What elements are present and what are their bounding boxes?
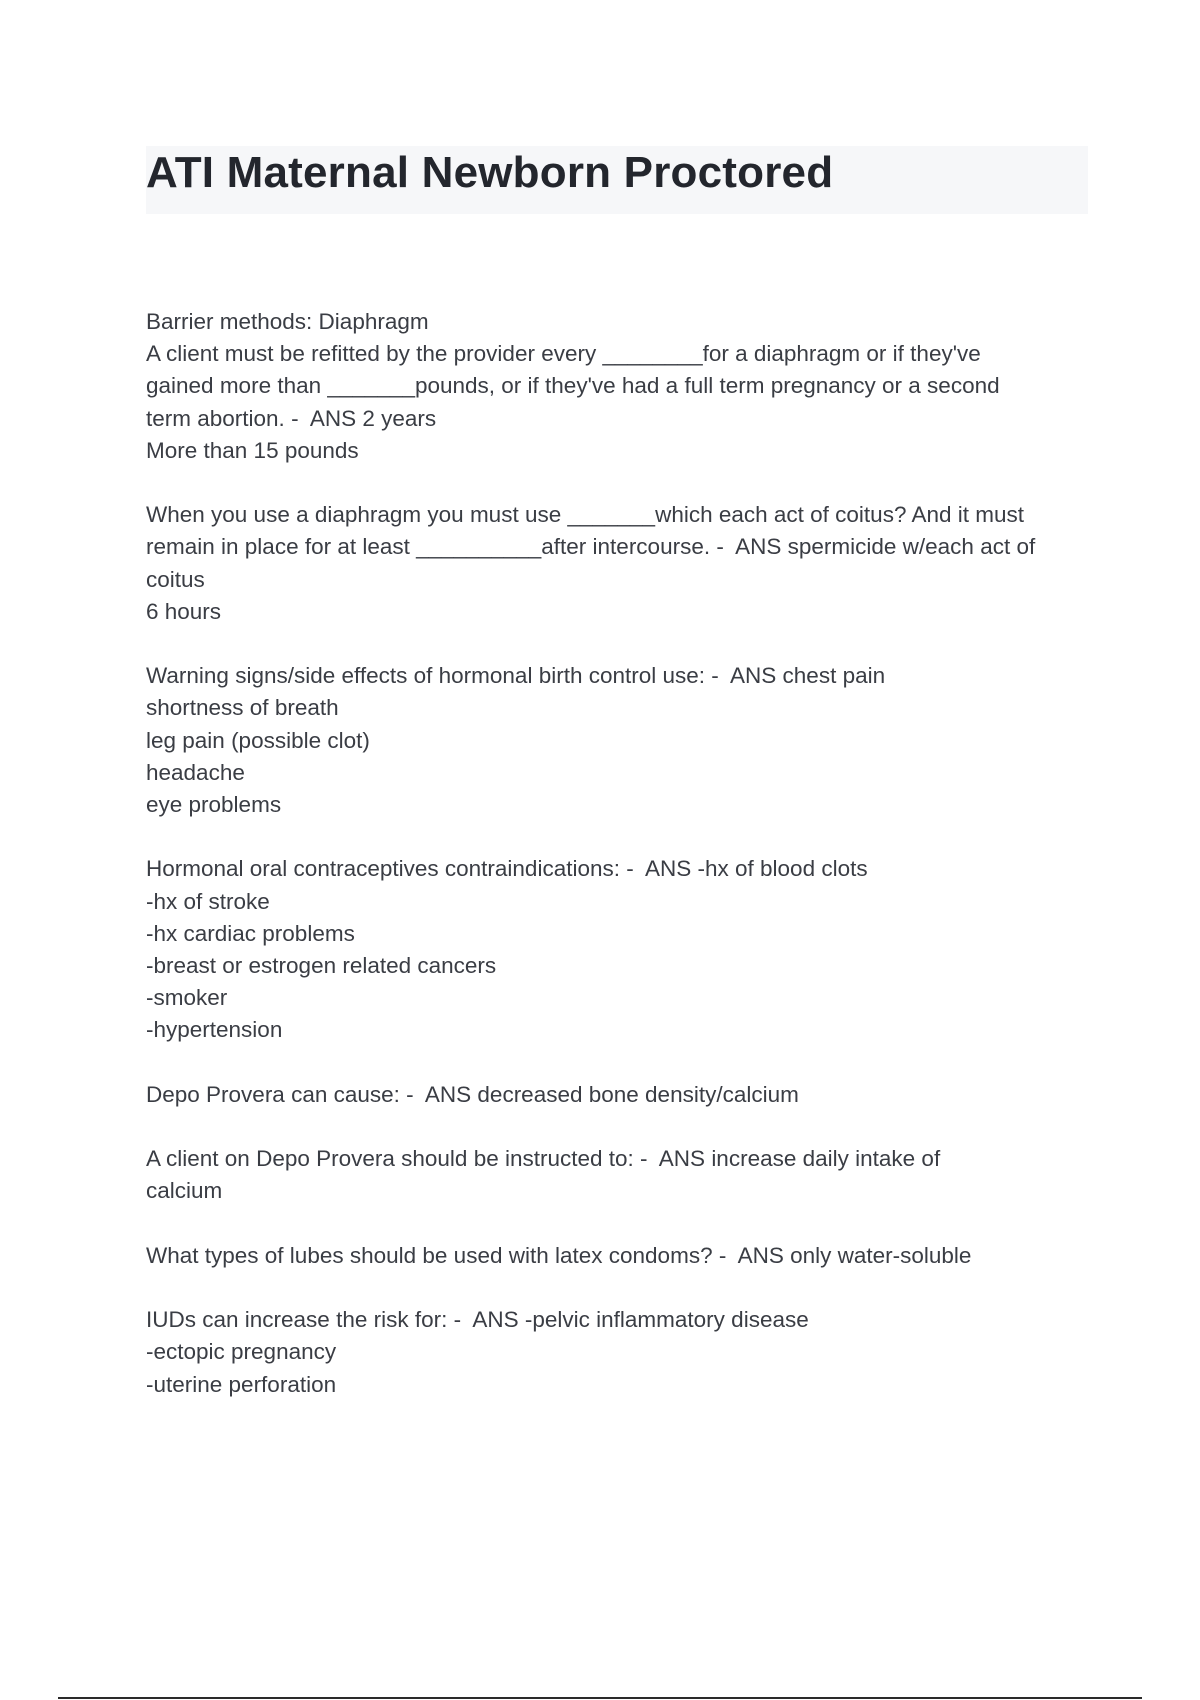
text-line: coitus xyxy=(146,566,205,592)
text-line: What types of lubes should be used with latex condoms? - ANS only water-soluble xyxy=(146,1242,972,1268)
text-line: -hypertension xyxy=(146,1017,283,1043)
text-line: shortness of breath xyxy=(146,695,339,721)
text-line: -hx cardiac problems xyxy=(146,920,355,946)
text-line: leg pain (possible clot) xyxy=(146,727,370,753)
text-line: gained more than _______pounds, or if they've had a full term pregnancy or a second xyxy=(146,373,1000,399)
text-line: -breast or estrogen related cancers xyxy=(146,953,497,979)
text-line: -ectopic pregnancy xyxy=(146,1339,337,1365)
qa-block-diaphragm-use xyxy=(146,499,1086,628)
qa-block-oral-contraindications xyxy=(146,853,1086,1046)
qa-block-iud-risks xyxy=(146,1304,1086,1401)
document-body xyxy=(146,306,1086,1433)
qa-block-condom-lubes xyxy=(146,1240,1086,1272)
text-line: -hx of stroke xyxy=(146,888,270,914)
qa-block-diaphragm-refit xyxy=(146,306,1086,467)
text-line: Barrier methods: Diaphragm xyxy=(146,309,429,334)
qa-block-hormonal-warning-signs xyxy=(146,660,1086,821)
text-line: term abortion. - ANS 2 years xyxy=(146,405,437,431)
qa-block-depo-effects xyxy=(146,1079,1086,1111)
text-line: IUDs can increase the risk for: - ANS -pelvic inflammatory disease xyxy=(146,1307,809,1333)
page-bottom-divider xyxy=(58,1697,1142,1699)
text-line: More than 15 pounds xyxy=(146,437,359,463)
text-line: Warning signs/side effects of hormonal birth control use: - ANS chest pain xyxy=(146,663,886,689)
text-line: -smoker xyxy=(146,985,228,1011)
text-line: 6 hours xyxy=(146,598,222,624)
text-line: eye problems xyxy=(146,792,282,818)
text-line: Hormonal oral contraceptives contraindications: - ANS -hx of blood clots xyxy=(146,856,868,882)
text-line: When you use a diaphragm you must use _______which each act of coitus? And it must xyxy=(146,502,1025,528)
document-title: ATI Maternal Newborn Proctored xyxy=(146,148,834,197)
text-line: -uterine perforation xyxy=(146,1371,337,1397)
text-line: remain in place for at least __________after intercourse. - ANS spermicide w/each act of xyxy=(146,534,1036,560)
text-line: calcium xyxy=(146,1178,223,1204)
text-line: Depo Provera can cause: - ANS decreased bone density/calcium xyxy=(146,1081,799,1107)
text-line: A client must be refitted by the provider every ________for a diaphragm or if they've xyxy=(146,341,981,367)
text-line: A client on Depo Provera should be instructed to: - ANS increase daily intake of xyxy=(146,1146,941,1172)
text-line: headache xyxy=(146,759,245,785)
qa-block-depo-instructions xyxy=(146,1143,1086,1207)
